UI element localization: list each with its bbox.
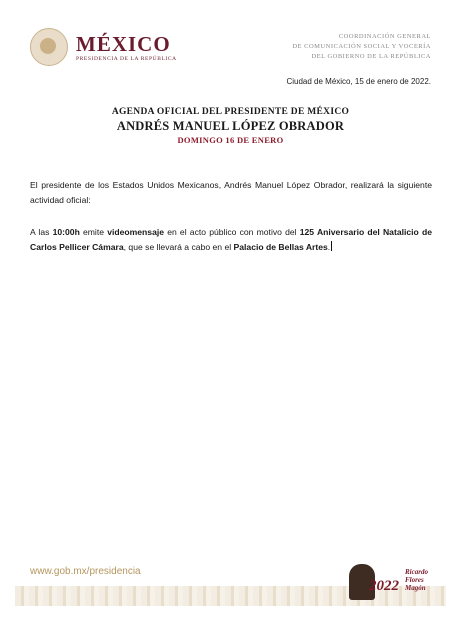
dependency-line: COORDINACIÓN GENERAL — [338, 33, 431, 40]
activity-paragraph: A las 10:00h emite videomensaje en el acto público con motivo del 125 Aniversario del Natalicio de Carlos Pellicer Cámara, que se llevará a cabo en el Palacio de Bellas Artes. — [30, 227, 432, 252]
text-cursor — [331, 241, 332, 251]
activity-time: 10:00h — [52, 227, 80, 237]
president-name: ANDRÉS MANUEL LÓPEZ OBRADOR — [116, 119, 345, 133]
national-seal-icon — [30, 28, 68, 66]
footer-url[interactable]: www.gob.mx/presidencia — [30, 566, 141, 577]
dependency-block — [292, 32, 431, 62]
title-block — [0, 106, 461, 146]
logo-title: MÉXICO — [76, 31, 171, 56]
agenda-title: AGENDA OFICIAL DEL PRESIDENTE DE MÉXICO — [111, 107, 350, 117]
mexico-logo — [30, 28, 177, 66]
anniversary-badge — [349, 560, 431, 606]
dependency-line: DE COMUNICACIÓN SOCIAL Y VOCERÍA — [292, 43, 431, 50]
intro-paragraph: El presidente de los Estados Unidos Mexicanos, Andrés Manuel López Obrador, realizará la siguiente actividad oficial: — [30, 180, 432, 205]
badge-year: 2022 — [369, 578, 399, 594]
logo-subtitle: PRESIDENCIA DE LA REPÚBLICA — [76, 55, 177, 62]
dependency-line: DEL GOBIERNO DE LA REPÚBLICA — [311, 53, 431, 60]
activity-type: videomensaje — [107, 227, 165, 237]
activity-event: 125 Aniversario del Natalicio de Carlos Pellicer Cámara — [30, 227, 432, 252]
activity-venue: Palacio de Bellas Artes — [233, 242, 328, 252]
agenda-date: DOMINGO 16 DE ENERO — [177, 135, 284, 145]
badge-name: Ricardo Flores Magón — [405, 568, 428, 592]
date-line: Ciudad de México, 15 de enero de 2022. — [286, 77, 431, 86]
